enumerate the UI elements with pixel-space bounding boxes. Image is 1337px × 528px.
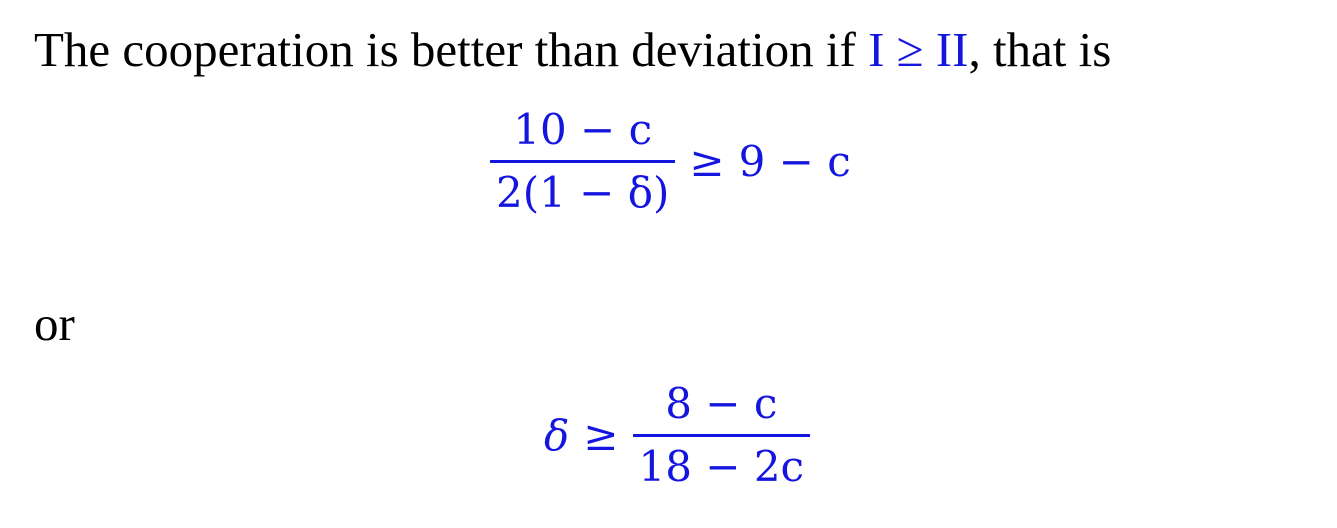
fraction-one-numerator: 10 − c [513, 105, 653, 154]
sentence-prefix: The cooperation is better than deviation if [34, 22, 869, 77]
fraction-two-denominator: 18 − 2c [638, 442, 805, 491]
fraction-two [633, 378, 811, 493]
inequality-two [544, 378, 810, 493]
inequality-one-rhs: 9 − c [738, 137, 851, 186]
intro-sentence [34, 22, 1111, 78]
inequality-two-relation: ≥ [583, 411, 619, 460]
inequality-one-relation: ≥ [689, 137, 725, 186]
sentence-suffix: , that is [968, 22, 1112, 77]
condition-expression: I ≥ II [868, 22, 969, 77]
fraction-two-numerator: 8 − c [665, 379, 778, 428]
connector-text: or [34, 296, 75, 351]
fraction-one [490, 104, 675, 219]
inequality-two-lhs: δ [544, 411, 570, 460]
inequality-one [490, 104, 851, 219]
fraction-one-denominator: 2(1 − δ) [496, 168, 670, 217]
